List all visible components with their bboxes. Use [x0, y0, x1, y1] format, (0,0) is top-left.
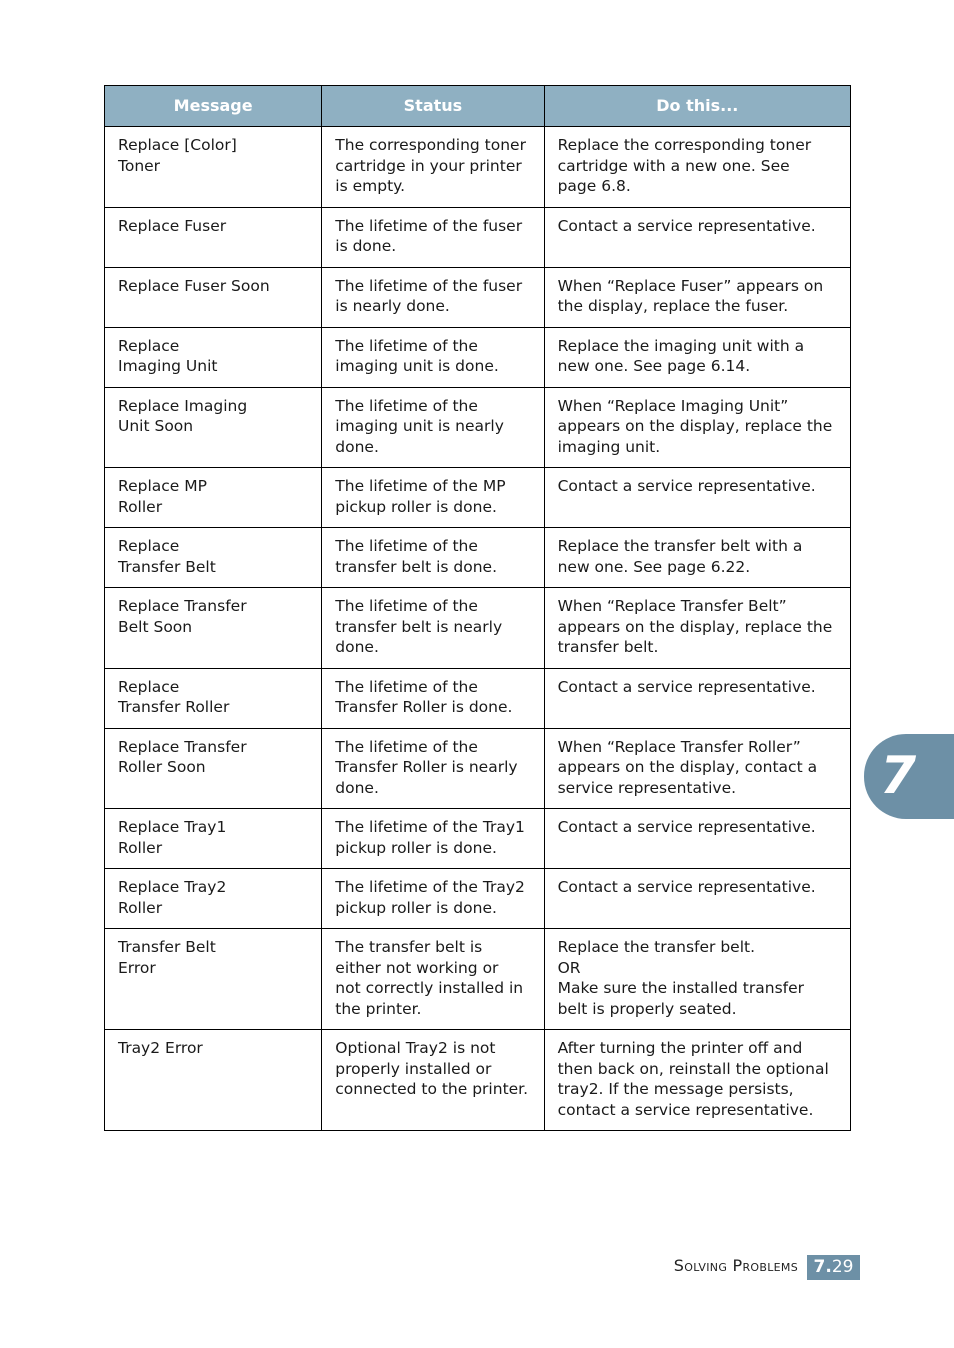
cell-message: Replace Transfer Roller Soon	[105, 728, 322, 809]
header-do-this: Do this...	[544, 86, 850, 127]
table-row	[105, 267, 851, 327]
table-row	[105, 207, 851, 267]
table-row	[105, 809, 851, 869]
table-row	[105, 1030, 851, 1131]
cell-do-this: When “Replace Transfer Roller” appears on the display, contact a service representative.	[544, 728, 850, 809]
cell-do-this: Contact a service representative.	[544, 869, 850, 929]
cell-status: The lifetime of the Transfer Roller is done.	[322, 668, 544, 728]
table-header-row	[105, 86, 851, 127]
cell-do-this: When “Replace Transfer Belt” appears on the display, replace the transfer belt.	[544, 588, 850, 669]
table-row	[105, 668, 851, 728]
cell-do-this: When “Replace Imaging Unit” appears on the display, replace the imaging unit.	[544, 387, 850, 468]
cell-do-this: After turning the printer off and then back on, reinstall the optional tray2. If the message persists, contact a service representative.	[544, 1030, 850, 1131]
table-row	[105, 869, 851, 929]
header-message: Message	[105, 86, 322, 127]
table-row	[105, 127, 851, 208]
message-table	[104, 85, 851, 1131]
cell-message: Replace Tray1 Roller	[105, 809, 322, 869]
page-number-badge	[807, 1255, 860, 1280]
table-row	[105, 528, 851, 588]
cell-status: The lifetime of the transfer belt is done.	[322, 528, 544, 588]
cell-do-this: Replace the corresponding toner cartridge with a new one. See page 6.8.	[544, 127, 850, 208]
cell-message: Tray2 Error	[105, 1030, 322, 1131]
cell-status: The lifetime of the MP pickup roller is done.	[322, 468, 544, 528]
cell-status: The lifetime of the transfer belt is nearly done.	[322, 588, 544, 669]
cell-status: The lifetime of the Tray2 pickup roller is done.	[322, 869, 544, 929]
cell-message: Replace Tray2 Roller	[105, 869, 322, 929]
page-number: 29	[831, 1257, 854, 1277]
table-row	[105, 468, 851, 528]
cell-status: The lifetime of the imaging unit is done.	[322, 327, 544, 387]
cell-message: Replace MP Roller	[105, 468, 322, 528]
table-row	[105, 929, 851, 1030]
footer-section-title: Solving Problems	[673, 1256, 798, 1275]
chapter-number: 7	[880, 746, 917, 806]
cell-status: The corresponding toner cartridge in your printer is empty.	[322, 127, 544, 208]
cell-status: Optional Tray2 is not properly installed or connected to the printer.	[322, 1030, 544, 1131]
cell-status: The transfer belt is either not working or not correctly installed in the printer.	[322, 929, 544, 1030]
cell-status: The lifetime of the Transfer Roller is nearly done.	[322, 728, 544, 809]
cell-status: The lifetime of the fuser is done.	[322, 207, 544, 267]
table-row	[105, 327, 851, 387]
cell-do-this: Contact a service representative.	[544, 668, 850, 728]
cell-status: The lifetime of the Tray1 pickup roller is done.	[322, 809, 544, 869]
cell-status: The lifetime of the imaging unit is nearly done.	[322, 387, 544, 468]
cell-message: Replace Transfer Belt	[105, 528, 322, 588]
cell-do-this: Replace the transfer belt with a new one. See page 6.22.	[544, 528, 850, 588]
cell-do-this: When “Replace Fuser” appears on the display, replace the fuser.	[544, 267, 850, 327]
cell-status: The lifetime of the fuser is nearly done.	[322, 267, 544, 327]
cell-message: Replace Transfer Belt Soon	[105, 588, 322, 669]
cell-message: Replace Imaging Unit Soon	[105, 387, 322, 468]
cell-do-this: Contact a service representative.	[544, 468, 850, 528]
cell-do-this: Contact a service representative.	[544, 809, 850, 869]
table-row	[105, 588, 851, 669]
cell-message: Replace Imaging Unit	[105, 327, 322, 387]
header-status: Status	[322, 86, 544, 127]
page-chapter: 7.	[813, 1257, 832, 1277]
table-row	[105, 728, 851, 809]
cell-message: Replace Transfer Roller	[105, 668, 322, 728]
cell-message: Replace Fuser Soon	[105, 267, 322, 327]
cell-do-this: Contact a service representative.	[544, 207, 850, 267]
cell-message: Replace Fuser	[105, 207, 322, 267]
cell-message: Transfer Belt Error	[105, 929, 322, 1030]
cell-do-this: Replace the imaging unit with a new one. See page 6.14.	[544, 327, 850, 387]
cell-message: Replace [Color] Toner	[105, 127, 322, 208]
table-row	[105, 387, 851, 468]
cell-do-this: Replace the transfer belt. OR Make sure the installed transfer belt is properly seated.	[544, 929, 850, 1030]
table-body	[105, 127, 851, 1131]
